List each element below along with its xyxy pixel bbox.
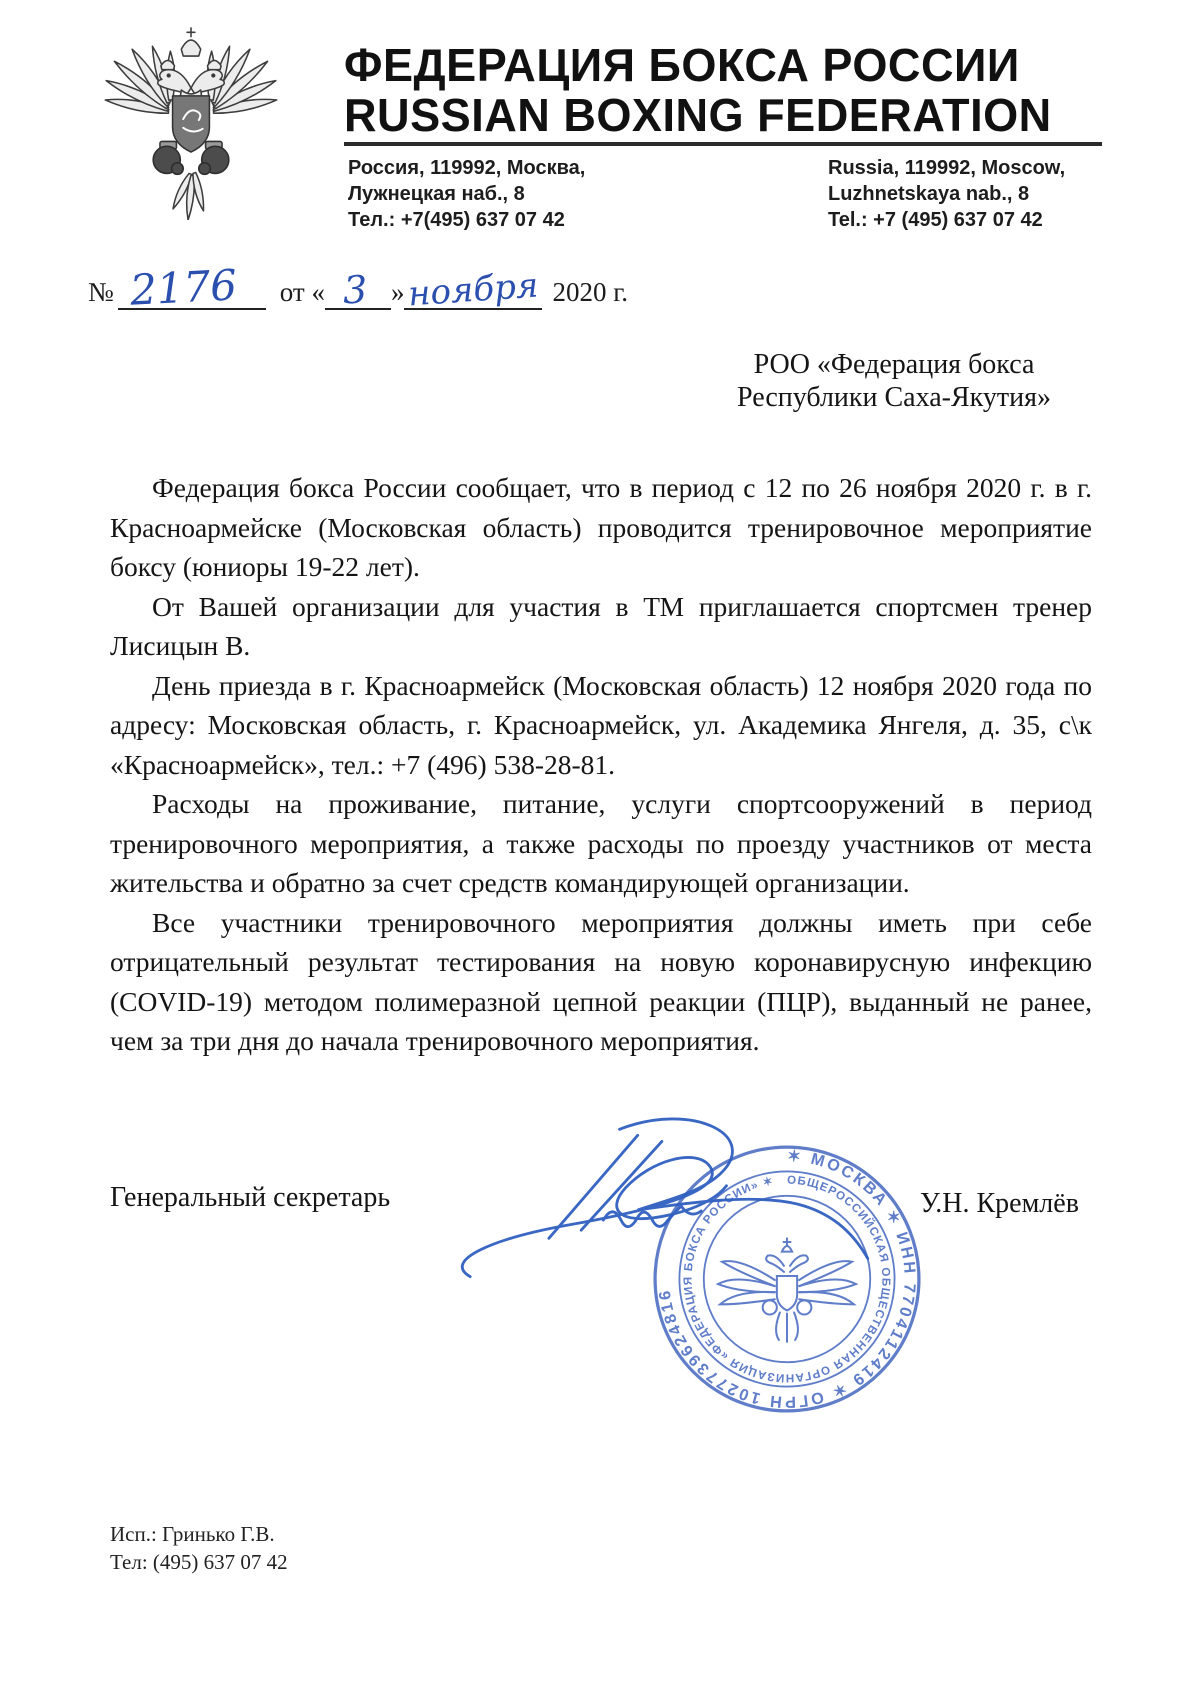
- paragraph-covid-requirement: Все участники тренировочного мероприятия должны иметь при себе отрицательный результат тестирования на новую коронавирусную инфекцию (COVID-19) методом полимеразной цепной реакции (ПЦР), выданный не ранее, чем за три дня до начала тренировочного мероприятия.: [110, 906, 1092, 1056]
- address-en-line1: Russia, 119992, Moscow,: [828, 157, 1066, 179]
- date-quote-close: »: [390, 277, 405, 307]
- org-name-russian: ФЕДЕРАЦИЯ БОКСА РОССИИ: [344, 39, 1020, 91]
- stamp-outer-text: ✶ МОСКВА ✶ ИНН 7704112419 ✶ ОГРН 1027739624816: [655, 1147, 919, 1411]
- paragraph-arrival-details: День приезда в г. Красноармейск (Московская область) 12 ноября 2020 года по адресу: Московская область, г. Красноармейск, ул. Академика Янгеля, д. 35, с\к «Красноармейск», тел.: +7 (496) 538-28-81.: [110, 669, 1092, 780]
- recipient-line2: Республики Саха-Якутия»: [737, 382, 1051, 413]
- address-english: [828, 155, 1065, 233]
- letter-body: [110, 468, 1092, 1061]
- address-ru-line1: Россия, 119992, Москва,: [348, 157, 586, 179]
- executor-phone: Тел: (495) 637 07 42: [110, 1550, 288, 1574]
- header-divider: [344, 142, 1102, 146]
- address-en-line3: Tel.: +7 (495) 637 07 42: [828, 209, 1043, 231]
- coat-of-arms-eagle-icon: [72, 26, 310, 220]
- stamp-inner-text: ОБЩЕРОССИЙСКАЯ ОБЩЕСТВЕННАЯ ОРГАНИЗАЦИЯ «ФЕДЕРАЦИЯ БОКСА РОССИИ» ✶: [681, 1173, 893, 1385]
- recipient-line1: РОО «Федерация бокса: [753, 349, 1035, 380]
- executor-line: Исп.: Гринько Г.В.: [110, 1522, 275, 1546]
- signer-name: У.Н. Кремлёв: [920, 1188, 1079, 1219]
- address-ru-line3: Тел.: +7(495) 637 07 42: [348, 209, 565, 231]
- paragraph-event-announcement: Федерация бокса России сообщает, что в период с 12 по 26 ноября 2020 г. в г. Красноармейске (Московская область) проводится тренировочное мероприятие боксу (юниоры 19-22 лет).: [110, 472, 1092, 582]
- date-month-blank: [404, 262, 542, 315]
- paragraph-expenses: Расходы на проживание, питание, услуги спортсооружений в период тренировочного мероприятия, а также расходы по проезду участников от места жительства и обратно за счет средств командирующей организации.: [110, 788, 1092, 898]
- signer-title: Генеральный секретарь: [110, 1182, 391, 1213]
- address-en-line2: Luzhnetskaya nab., 8: [828, 183, 1030, 205]
- date-month-handwritten: ноября: [407, 265, 541, 315]
- address-ru-line2: Лужнецкая наб., 8: [348, 183, 525, 205]
- reference-line: [88, 258, 708, 315]
- number-label: №: [88, 277, 114, 307]
- org-name-english: RUSSIAN BOXING FEDERATION: [344, 89, 1052, 141]
- date-day-blank: [325, 262, 391, 313]
- date-from-label: от «: [279, 277, 325, 307]
- date-day-handwritten: 3: [342, 267, 368, 313]
- paragraph-invitation: От Вашей организации для участия в ТМ приглашается спортсмен тренер Лисицын В.: [110, 590, 1092, 661]
- footer-block: [110, 1520, 288, 1576]
- date-year: 2020 г.: [552, 277, 628, 307]
- letter-number-blank: [118, 260, 266, 315]
- handwritten-signature: [452, 1106, 896, 1310]
- letter-number-handwritten: 2176: [128, 260, 238, 315]
- address-russian: [348, 155, 585, 233]
- recipient-block: [684, 348, 1104, 414]
